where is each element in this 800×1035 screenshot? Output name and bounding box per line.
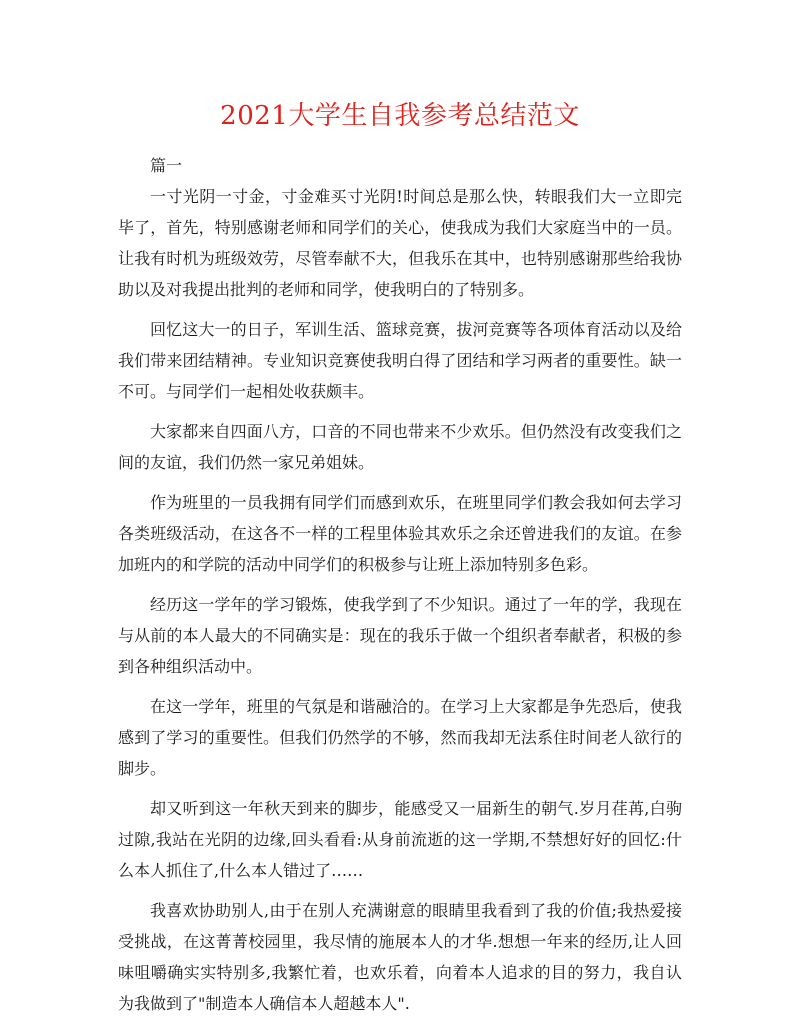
paragraph: 在这一学年，班里的气氛是和谐融洽的。在学习上大家都是争先恐后，使我感到了学习的重要性。但我们仍然学的不够，然而我却无法系住时间老人欲行的脚步。 [118,697,682,778]
document-body [118,181,682,1019]
paragraph: 作为班里的一员我拥有同学们而感到欢乐，在班里同学们教会我如何去学习各类班级活动，在这各不一样的工程里体验其欢乐之余还曾进我们的友谊。在参加班内的和学院的活动中同学们的积极参与让班上添加特别多色彩。 [118,493,682,574]
paragraph: 一寸光阴一寸金，寸金难买寸光阴!时间总是那么快，转眼我们大一立即完毕了，首先，特别感谢老师和同学们的关心，使我成为我们大家庭当中的一员。让我有时机为班级效劳，尽管奉献不大，但我乐在其中，也特别感谢那些给我协助以及对我提出批判的老师和同学，使我明白的了特别多。 [118,187,682,299]
section-label: 篇一 [150,156,183,175]
paragraph: 回忆这大一的日子，军训生活、篮球竞赛，拔河竞赛等各项体育活动以及给我们带来团结精神。专业知识竞赛使我明白得了团结和学习两者的重要性。缺一不可。与同学们一起相处收获颇丰。 [118,320,682,401]
paragraph: 经历这一学年的学习锻炼，使我学到了不少知识。通过了一年的学，我现在与从前的本人最大的不同确实是：现在的我乐于做一个组织者奉献者，积极的参到各种组织活动中。 [118,595,682,676]
paragraph: 却又听到这一年秋天到来的脚步，能感受又一届新生的朝气.岁月荏苒,白驹过隙,我站在光阴的边缘,回头看看:从身前流逝的这一学期,不禁想好好的回忆:什么本人抓住了,什么本人错过了…… [118,799,682,880]
document-title: 2021大学生自我参考总结范文 [220,101,580,131]
paragraph: 大家都来自四面八方，口音的不同也带来不少欢乐。但仍然没有改变我们之间的友谊，我们仍然一家兄弟姐妹。 [118,422,682,472]
paragraph: 我喜欢协助别人,由于在别人充满谢意的眼睛里我看到了我的价值;我热爱接受挑战，在这菁菁校园里，我尽情的施展本人的才华.想想一年来的经历,让人回味咀嚼确实实特别多,我繁忙着，也欢乐着，向着本人追求的目的努力，我自认为我做到了"制造本人确信本人超越本人". [118,901,682,1013]
